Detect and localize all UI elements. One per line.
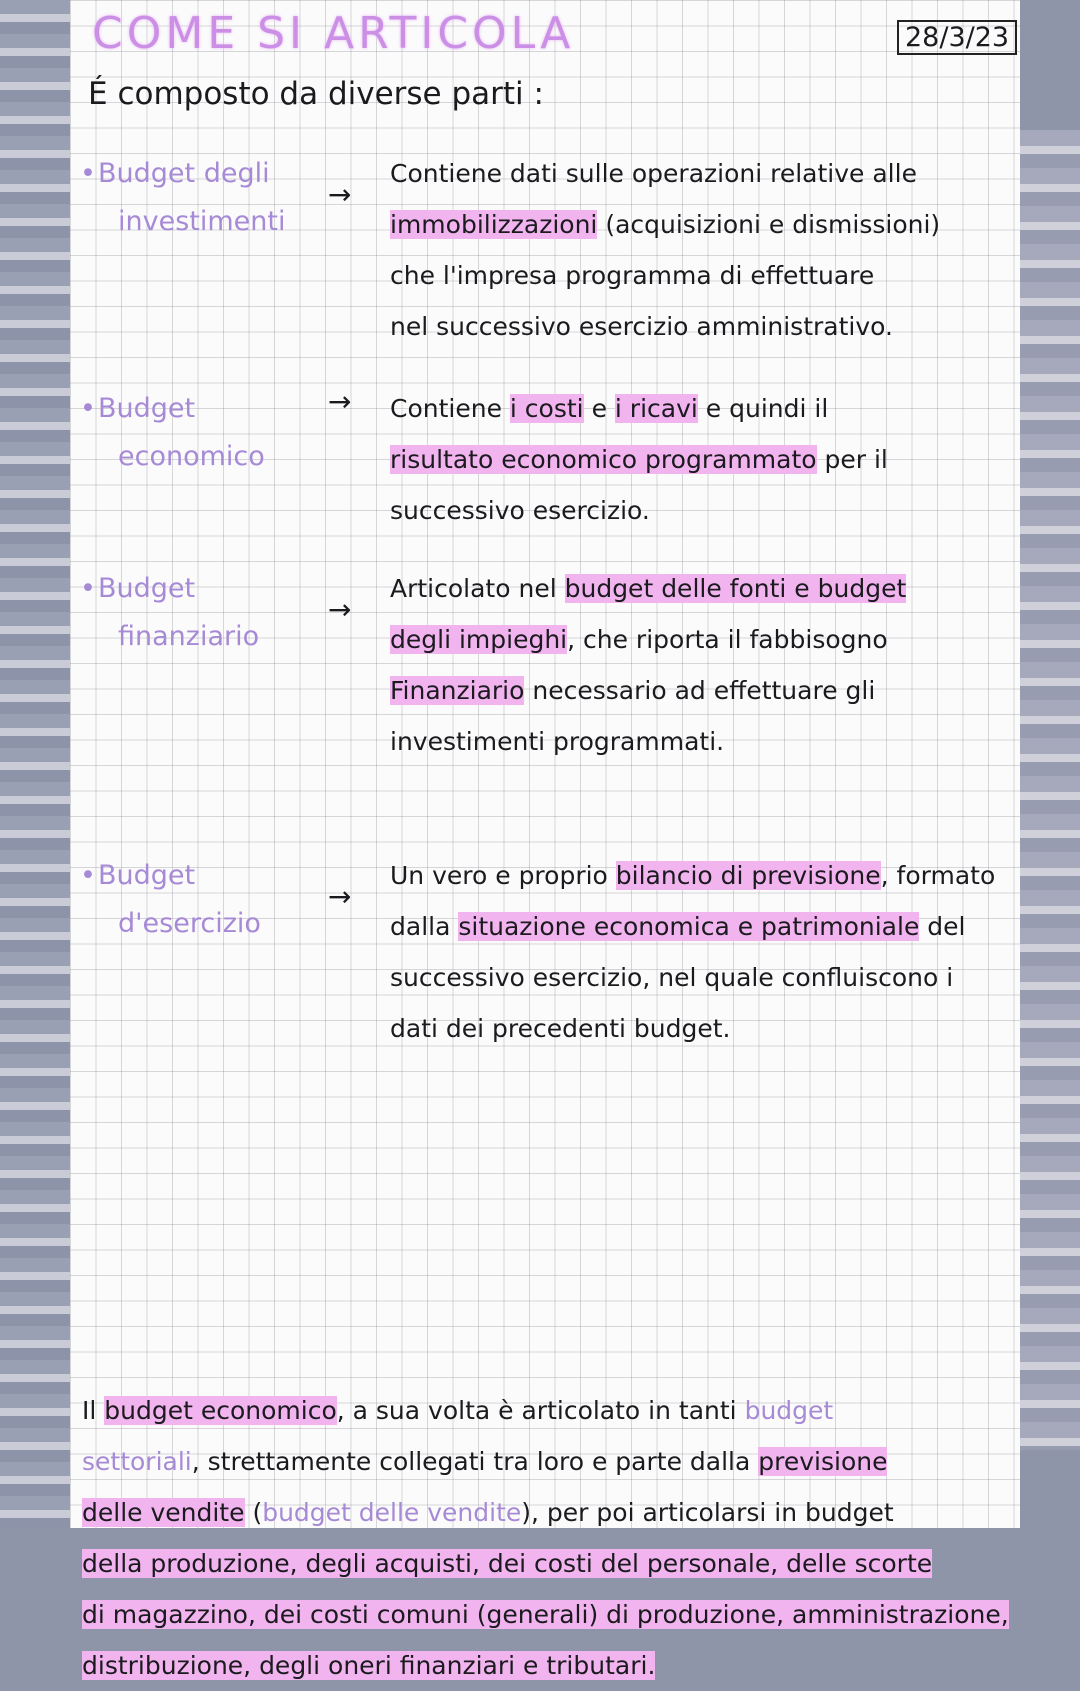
text-segment: dati dei precedenti budget.: [390, 1014, 731, 1043]
text-segment: successivo esercizio.: [390, 496, 650, 525]
arrow-icon: →: [328, 178, 352, 211]
text-segment: Contiene dati sulle operazioni relative alle: [390, 159, 917, 188]
notebook-spiral-left: [0, 0, 78, 1528]
page-title: COME SI ARTICOLA: [92, 8, 575, 59]
bullet-icon: •: [80, 158, 96, 189]
arrow-icon: →: [328, 880, 352, 913]
item-label: Budget: [98, 860, 196, 891]
text-segment: e quindi il: [697, 394, 829, 423]
highlighted-text: immobilizzazioni: [390, 210, 598, 239]
highlighted-text: degli impieghi: [390, 625, 568, 654]
highlighted-text: budget delle fonti e budget: [564, 574, 907, 603]
subtitle: É composto da diverse parti :: [88, 76, 544, 112]
text-segment: Contiene: [390, 394, 510, 423]
description-line: [390, 383, 888, 434]
item-label: Budget degli: [98, 158, 270, 189]
text-segment: dalla: [390, 912, 459, 941]
text-segment: e: [583, 394, 615, 423]
description-line: [390, 301, 940, 352]
text-segment: , a sua volta è articolato in tanti: [336, 1396, 745, 1425]
text-segment: , formato: [880, 861, 996, 890]
paragraph-line: [82, 1487, 1009, 1538]
description-line: [390, 614, 906, 665]
text-segment: ), per poi articolarsi in budget: [521, 1498, 894, 1527]
bullet-icon: •: [80, 393, 96, 424]
item-label: investimenti: [118, 206, 286, 237]
bullet-icon: •: [80, 573, 96, 604]
text-segment: Il: [82, 1396, 105, 1425]
text-segment: successivo esercizio, nel quale confluiscono i: [390, 963, 954, 992]
text-segment: necessario ad effettuare gli: [524, 676, 876, 705]
text-segment: budget delle vendite: [262, 1498, 522, 1527]
highlighted-text: previsione: [758, 1447, 888, 1476]
text-segment: (: [244, 1498, 263, 1527]
highlighted-text: i costi: [509, 394, 584, 423]
closing-paragraph: [82, 1385, 1009, 1691]
text-segment: che l'impresa programma di effettuare: [390, 261, 875, 290]
highlighted-text: delle vendite: [82, 1498, 245, 1527]
description-line: [390, 199, 940, 250]
text-segment: Articolato nel: [390, 574, 565, 603]
text-segment: nel successivo esercizio amministrativo.: [390, 312, 893, 341]
highlighted-text: risultato economico programmato: [390, 445, 817, 474]
description-line: [390, 563, 906, 614]
description-line: [390, 850, 995, 901]
paragraph-line: [82, 1436, 1009, 1487]
description-line: [390, 1003, 995, 1054]
highlighted-text: della produzione, degli acquisti, dei costi del personale, delle scorte: [82, 1549, 933, 1578]
text-segment: budget: [744, 1396, 834, 1425]
item-description: [390, 383, 888, 536]
text-segment: (acquisizioni e dismissioni): [597, 210, 941, 239]
text-segment: , strettamente collegati tra loro e parte dalla: [191, 1447, 759, 1476]
description-line: [390, 250, 940, 301]
text-segment: per il: [816, 445, 888, 474]
item-label: d'esercizio: [118, 908, 261, 939]
text-segment: , che riporta il fabbisogno: [567, 625, 888, 654]
highlighted-text: Finanziario: [390, 676, 525, 705]
item-label: finanziario: [118, 621, 260, 652]
notebook-edge-right: [1018, 130, 1080, 1450]
item-description: [390, 850, 995, 1054]
text-segment: Un vero e proprio: [390, 861, 616, 890]
arrow-icon: →: [328, 385, 352, 418]
description-line: [390, 665, 906, 716]
description-line: [390, 952, 995, 1003]
paragraph-line: [82, 1538, 1009, 1589]
paragraph-line: [82, 1385, 1009, 1436]
paragraph-line: [82, 1589, 1009, 1640]
item-label: Budget: [98, 573, 196, 604]
description-line: [390, 716, 906, 767]
bullet-icon: •: [80, 860, 96, 891]
item-description: [390, 148, 940, 352]
text-segment: settoriali: [82, 1447, 192, 1476]
description-line: [390, 148, 940, 199]
highlighted-text: di magazzino, dei costi comuni (generali) di produzione, amministrazione,: [82, 1600, 1009, 1629]
date-box: 28/3/23: [897, 20, 1017, 55]
paragraph-line: [82, 1640, 1009, 1691]
item-label: economico: [118, 441, 265, 472]
highlighted-text: bilancio di previsione: [615, 861, 881, 890]
description-line: [390, 434, 888, 485]
highlighted-text: i ricavi: [614, 394, 698, 423]
description-line: [390, 901, 995, 952]
item-description: [390, 563, 906, 767]
description-line: [390, 485, 888, 536]
item-label: Budget: [98, 393, 196, 424]
highlighted-text: situazione economica e patrimoniale: [458, 912, 920, 941]
text-segment: investimenti programmati.: [390, 727, 725, 756]
arrow-icon: →: [328, 593, 352, 626]
highlighted-text: budget economico: [104, 1396, 337, 1425]
text-segment: del: [919, 912, 966, 941]
highlighted-text: distribuzione, degli oneri finanziari e tributari.: [82, 1651, 656, 1680]
